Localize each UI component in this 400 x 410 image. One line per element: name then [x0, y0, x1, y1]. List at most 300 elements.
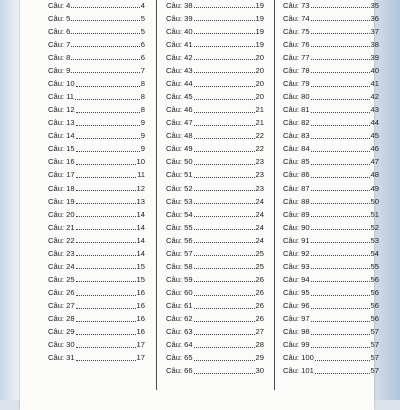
- dot-leader: [311, 164, 370, 165]
- dot-leader: [311, 308, 370, 309]
- index-entry: [166, 246, 264, 259]
- page-number: 57: [370, 340, 379, 350]
- question-label: Câu: 79: [283, 79, 310, 88]
- index-entry: [48, 76, 145, 89]
- dot-leader: [311, 138, 370, 139]
- dot-leader: [311, 295, 370, 296]
- page-number: 42: [370, 92, 379, 102]
- index-entry: [166, 298, 264, 311]
- index-entry: [283, 141, 379, 154]
- index-entry: [166, 167, 264, 180]
- dot-leader: [194, 203, 255, 204]
- question-label: Câu: 65: [166, 353, 193, 363]
- page-number: 23: [255, 170, 264, 180]
- index-entry: [48, 50, 145, 63]
- question-label: Câu: 28: [48, 314, 75, 324]
- question-label: Câu: 20: [48, 209, 75, 219]
- question-label: Câu: 26: [48, 288, 75, 297]
- page-number: 24: [255, 209, 264, 219]
- dot-leader: [75, 99, 140, 100]
- index-entry: [283, 207, 379, 220]
- dot-leader: [311, 177, 370, 178]
- index-entry: [283, 63, 379, 76]
- page-number: 23: [255, 183, 264, 193]
- question-label: Câu: 40: [166, 26, 193, 36]
- dot-leader: [315, 360, 370, 361]
- dot-leader: [311, 20, 370, 21]
- dot-leader: [194, 281, 255, 282]
- index-column-2: [166, 0, 264, 376]
- dot-leader: [311, 86, 370, 87]
- dot-leader: [76, 295, 136, 296]
- dot-leader: [76, 229, 136, 230]
- page-number: 6: [140, 39, 145, 49]
- index-entry: [166, 311, 264, 324]
- index-entry: [48, 0, 145, 11]
- dot-leader: [76, 86, 140, 87]
- question-label: Câu: 17: [48, 170, 75, 180]
- dot-leader: [76, 242, 136, 243]
- page-number: 14: [136, 235, 145, 245]
- dot-leader: [76, 255, 136, 256]
- page-number: 27: [255, 327, 264, 337]
- index-entry: [48, 37, 145, 50]
- question-label: Câu: 81: [283, 105, 310, 115]
- question-label: Câu: 96: [283, 301, 310, 311]
- page-number: 45: [370, 131, 379, 141]
- question-label: Câu: 51: [166, 170, 193, 180]
- index-page: [20, 0, 379, 410]
- dot-leader: [194, 99, 255, 100]
- page-number: 24: [255, 222, 264, 232]
- page-number: 4: [140, 0, 145, 10]
- question-label: Câu: 24: [48, 261, 75, 271]
- index-entry: [166, 272, 264, 285]
- page-number: 26: [255, 274, 264, 284]
- dot-leader: [76, 177, 137, 178]
- index-entry: [48, 89, 145, 102]
- dot-leader: [194, 46, 255, 47]
- question-label: Câu: 75: [283, 26, 310, 36]
- index-column-1: [48, 0, 145, 363]
- page-number: 26: [255, 301, 264, 311]
- index-entry: [166, 285, 264, 298]
- page-number: 38: [370, 39, 379, 49]
- question-label: Câu: 5: [48, 13, 71, 23]
- index-entry: [166, 128, 264, 141]
- dot-leader: [76, 347, 136, 348]
- page-number: 22: [255, 131, 264, 141]
- page-number: 16: [136, 301, 145, 311]
- index-entry: [166, 50, 264, 63]
- dot-leader: [311, 99, 370, 100]
- page-number: 19: [255, 0, 264, 10]
- page-number: 49: [370, 183, 379, 193]
- index-entry: [283, 233, 379, 246]
- question-label: Câu: 60: [166, 288, 193, 297]
- page-number: 8: [140, 92, 145, 102]
- dot-leader: [194, 151, 255, 152]
- index-entry: [283, 246, 379, 259]
- index-entry: [48, 167, 145, 180]
- page-number: 56: [370, 288, 379, 297]
- index-entry: [283, 89, 379, 102]
- dot-leader: [311, 125, 370, 126]
- page-number: 56: [370, 301, 379, 311]
- question-label: Câu: 77: [283, 52, 310, 62]
- question-label: Câu: 61: [166, 301, 193, 311]
- question-label: Câu: 55: [166, 222, 193, 232]
- question-label: Câu: 25: [48, 274, 75, 284]
- page-number: 26: [255, 288, 264, 297]
- index-entry: [283, 311, 379, 324]
- page-number: 44: [370, 118, 379, 128]
- page-number: 55: [370, 261, 379, 271]
- question-label: Câu: 11: [48, 92, 75, 102]
- question-label: Câu: 101: [283, 366, 314, 376]
- question-label: Câu: 47: [166, 118, 193, 128]
- question-label: Câu: 88: [283, 196, 310, 206]
- question-label: Câu: 93: [283, 261, 310, 271]
- page-number: 9: [140, 144, 145, 154]
- dot-leader: [76, 138, 140, 139]
- question-label: Câu: 22: [48, 235, 75, 245]
- index-entry: [166, 102, 264, 115]
- page-number: 5: [140, 13, 145, 23]
- index-entry: [283, 180, 379, 193]
- index-entry: [166, 0, 264, 11]
- index-entry: [166, 180, 264, 193]
- question-label: Câu: 84: [283, 144, 310, 154]
- page-number: 10: [136, 157, 145, 167]
- question-label: Câu: 56: [166, 235, 193, 245]
- index-entry: [283, 272, 379, 285]
- question-label: Câu: 89: [283, 209, 310, 219]
- question-label: Câu: 82: [283, 118, 310, 128]
- index-entry: [48, 350, 145, 363]
- index-entry: [48, 154, 145, 167]
- question-label: Câu: 19: [48, 196, 75, 206]
- dot-leader: [76, 321, 136, 322]
- index-entry: [166, 24, 264, 37]
- dot-leader: [76, 164, 136, 165]
- page-number: 41: [370, 79, 379, 88]
- question-label: Câu: 31: [48, 353, 75, 363]
- dot-leader: [311, 7, 370, 8]
- page-number: 14: [136, 248, 145, 258]
- question-label: Câu: 80: [283, 92, 310, 102]
- question-label: Câu: 48: [166, 131, 193, 141]
- index-entry: [48, 24, 145, 37]
- page-number: 40: [370, 65, 379, 75]
- index-entry: [283, 115, 379, 128]
- index-entry: [283, 154, 379, 167]
- question-label: Câu: 41: [166, 39, 193, 49]
- question-label: Câu: 83: [283, 131, 310, 141]
- index-entry: [283, 102, 379, 115]
- page-number: 19: [255, 39, 264, 49]
- index-entry: [166, 207, 264, 220]
- page-number: 24: [255, 235, 264, 245]
- page-number: 9: [140, 131, 145, 141]
- page-number: 9: [140, 118, 145, 128]
- page-number: 16: [136, 327, 145, 337]
- index-entry: [48, 233, 145, 246]
- dot-leader: [194, 190, 255, 191]
- dot-leader: [194, 321, 255, 322]
- index-entry: [166, 350, 264, 363]
- question-label: Câu: 99: [283, 340, 310, 350]
- index-entry: [166, 220, 264, 233]
- dot-leader: [311, 242, 370, 243]
- dot-leader: [311, 72, 370, 73]
- index-entry: [48, 324, 145, 337]
- index-entry: [48, 311, 145, 324]
- question-label: Câu: 13: [48, 118, 75, 128]
- index-column-3: [283, 0, 379, 376]
- index-entry: [48, 272, 145, 285]
- index-entry: [283, 363, 379, 376]
- question-label: Câu: 66: [166, 366, 193, 376]
- dot-leader: [311, 347, 370, 348]
- page-number: 48: [370, 170, 379, 180]
- index-entry: [283, 285, 379, 298]
- question-label: Câu: 64: [166, 340, 193, 350]
- question-label: Câu: 62: [166, 314, 193, 324]
- question-label: Câu: 78: [283, 65, 310, 75]
- index-entry: [48, 180, 145, 193]
- dot-leader: [194, 177, 255, 178]
- dot-leader: [311, 33, 370, 34]
- question-label: Câu: 8: [48, 52, 71, 62]
- question-label: Câu: 46: [166, 105, 193, 115]
- page-number: 19: [255, 13, 264, 23]
- index-entry: [283, 337, 379, 350]
- dot-leader: [71, 59, 139, 60]
- page-number: 39: [370, 52, 379, 62]
- dot-leader: [311, 229, 370, 230]
- question-label: Câu: 49: [166, 144, 193, 154]
- question-label: Câu: 45: [166, 92, 193, 102]
- dot-leader: [311, 203, 370, 204]
- page-number: 15: [136, 261, 145, 271]
- index-entry: [166, 141, 264, 154]
- dot-leader: [311, 59, 370, 60]
- dot-leader: [194, 112, 255, 113]
- index-entry: [283, 350, 379, 363]
- dot-leader: [194, 242, 255, 243]
- page-number: 8: [140, 105, 145, 115]
- page-number: 43: [370, 105, 379, 115]
- question-label: Câu: 91: [283, 235, 310, 245]
- question-label: Câu: 4: [48, 0, 71, 10]
- page-number: 7: [140, 65, 145, 75]
- index-entry: [48, 220, 145, 233]
- index-entry: [166, 324, 264, 337]
- index-entry: [283, 324, 379, 337]
- index-entry: [283, 259, 379, 272]
- page-number: 15: [136, 274, 145, 284]
- page-number: 8: [140, 79, 145, 88]
- question-label: Câu: 30: [48, 340, 75, 350]
- dot-leader: [194, 373, 255, 374]
- index-entry: [283, 24, 379, 37]
- index-entry: [48, 259, 145, 272]
- dot-leader: [194, 255, 255, 256]
- page-number: 26: [255, 314, 264, 324]
- page-number: 20: [255, 92, 264, 102]
- index-entry: [283, 37, 379, 50]
- dot-leader: [76, 190, 136, 191]
- question-label: Câu: 76: [283, 39, 310, 49]
- page-number: 51: [370, 209, 379, 219]
- index-entry: [283, 0, 379, 11]
- page-number: 20: [255, 65, 264, 75]
- index-entry: [166, 11, 264, 24]
- dot-leader: [76, 216, 136, 217]
- page-number: 35: [370, 0, 379, 10]
- page-number: 21: [255, 118, 264, 128]
- page-number: 53: [370, 235, 379, 245]
- question-label: Câu: 52: [166, 183, 193, 193]
- page-number: 17: [136, 340, 145, 350]
- dot-leader: [311, 255, 370, 256]
- dot-leader: [194, 360, 255, 361]
- index-entry: [166, 363, 264, 376]
- question-label: Câu: 74: [283, 13, 310, 23]
- dot-leader: [311, 216, 370, 217]
- question-label: Câu: 53: [166, 196, 193, 206]
- dot-leader: [194, 138, 255, 139]
- index-entry: [166, 76, 264, 89]
- question-label: Câu: 94: [283, 274, 310, 284]
- dot-leader: [194, 229, 255, 230]
- dot-leader: [76, 151, 140, 152]
- question-label: Câu: 90: [283, 222, 310, 232]
- question-label: Câu: 16: [48, 157, 75, 167]
- question-label: Câu: 50: [166, 157, 193, 167]
- page-number: 14: [136, 209, 145, 219]
- page-number: 56: [370, 274, 379, 284]
- page-number: 56: [370, 314, 379, 324]
- question-label: Câu: 6: [48, 26, 71, 36]
- question-label: Câu: 42: [166, 52, 193, 62]
- dot-leader: [76, 334, 136, 335]
- page-number: 24: [255, 196, 264, 206]
- index-entry: [283, 167, 379, 180]
- page-number: 5: [140, 26, 145, 36]
- index-entry: [48, 285, 145, 298]
- dot-leader: [194, 33, 255, 34]
- index-entry: [48, 337, 145, 350]
- question-label: Câu: 39: [166, 13, 193, 23]
- dot-leader: [194, 164, 255, 165]
- dot-leader: [194, 7, 255, 8]
- index-entry: [283, 11, 379, 24]
- question-label: Câu: 86: [283, 170, 310, 180]
- dot-leader: [311, 334, 370, 335]
- column-divider: [274, 0, 275, 390]
- dot-leader: [194, 308, 255, 309]
- question-label: Câu: 10: [48, 79, 75, 88]
- question-label: Câu: 18: [48, 183, 75, 193]
- index-entry: [166, 37, 264, 50]
- page-number: 37: [370, 26, 379, 36]
- dot-leader: [194, 72, 255, 73]
- page-number: 21: [255, 105, 264, 115]
- page-number: 25: [255, 248, 264, 258]
- question-label: Câu: 27: [48, 301, 75, 311]
- index-entry: [283, 298, 379, 311]
- page-number: 13: [136, 196, 145, 206]
- dot-leader: [194, 216, 255, 217]
- index-entry: [283, 220, 379, 233]
- question-label: Câu: 59: [166, 274, 193, 284]
- dot-leader: [76, 268, 136, 269]
- dot-leader: [76, 281, 136, 282]
- page-number: 57: [370, 327, 379, 337]
- index-entry: [166, 154, 264, 167]
- index-entry: [166, 233, 264, 246]
- index-entry: [48, 11, 145, 24]
- question-label: Câu: 43: [166, 65, 193, 75]
- page-number: 23: [255, 157, 264, 167]
- page-number: 20: [255, 79, 264, 88]
- question-label: Câu: 15: [48, 144, 75, 154]
- index-entry: [48, 102, 145, 115]
- index-entry: [283, 128, 379, 141]
- question-label: Câu: 7: [48, 39, 71, 49]
- dot-leader: [311, 112, 370, 113]
- page-number: 30: [255, 366, 264, 376]
- index-entry: [166, 337, 264, 350]
- question-label: Câu: 87: [283, 183, 310, 193]
- index-entry: [166, 259, 264, 272]
- dot-leader: [71, 20, 139, 21]
- index-entry: [166, 194, 264, 207]
- page-number: 6: [140, 52, 145, 62]
- question-label: Câu: 100: [283, 353, 314, 363]
- dot-leader: [76, 308, 136, 309]
- question-label: Câu: 54: [166, 209, 193, 219]
- question-label: Câu: 23: [48, 248, 75, 258]
- dot-leader: [194, 295, 255, 296]
- question-label: Câu: 97: [283, 314, 310, 324]
- index-entry: [48, 141, 145, 154]
- dot-leader: [71, 33, 139, 34]
- index-entry: [283, 76, 379, 89]
- index-entry: [48, 246, 145, 259]
- dot-leader: [194, 334, 255, 335]
- page-number: 46: [370, 144, 379, 154]
- dot-leader: [71, 72, 139, 73]
- index-entry: [166, 89, 264, 102]
- dot-leader: [311, 281, 370, 282]
- page-number: 20: [255, 52, 264, 62]
- page-number: 12: [136, 183, 145, 193]
- dot-leader: [76, 125, 140, 126]
- dot-leader: [194, 86, 255, 87]
- column-divider: [156, 0, 157, 390]
- page-number: 57: [370, 353, 379, 363]
- question-label: Câu: 92: [283, 248, 310, 258]
- page-number: 57: [370, 366, 379, 376]
- index-entry: [48, 115, 145, 128]
- page-number: 47: [370, 157, 379, 167]
- page-number: 17: [136, 353, 145, 363]
- index-entry: [166, 63, 264, 76]
- question-label: Câu: 38: [166, 0, 193, 10]
